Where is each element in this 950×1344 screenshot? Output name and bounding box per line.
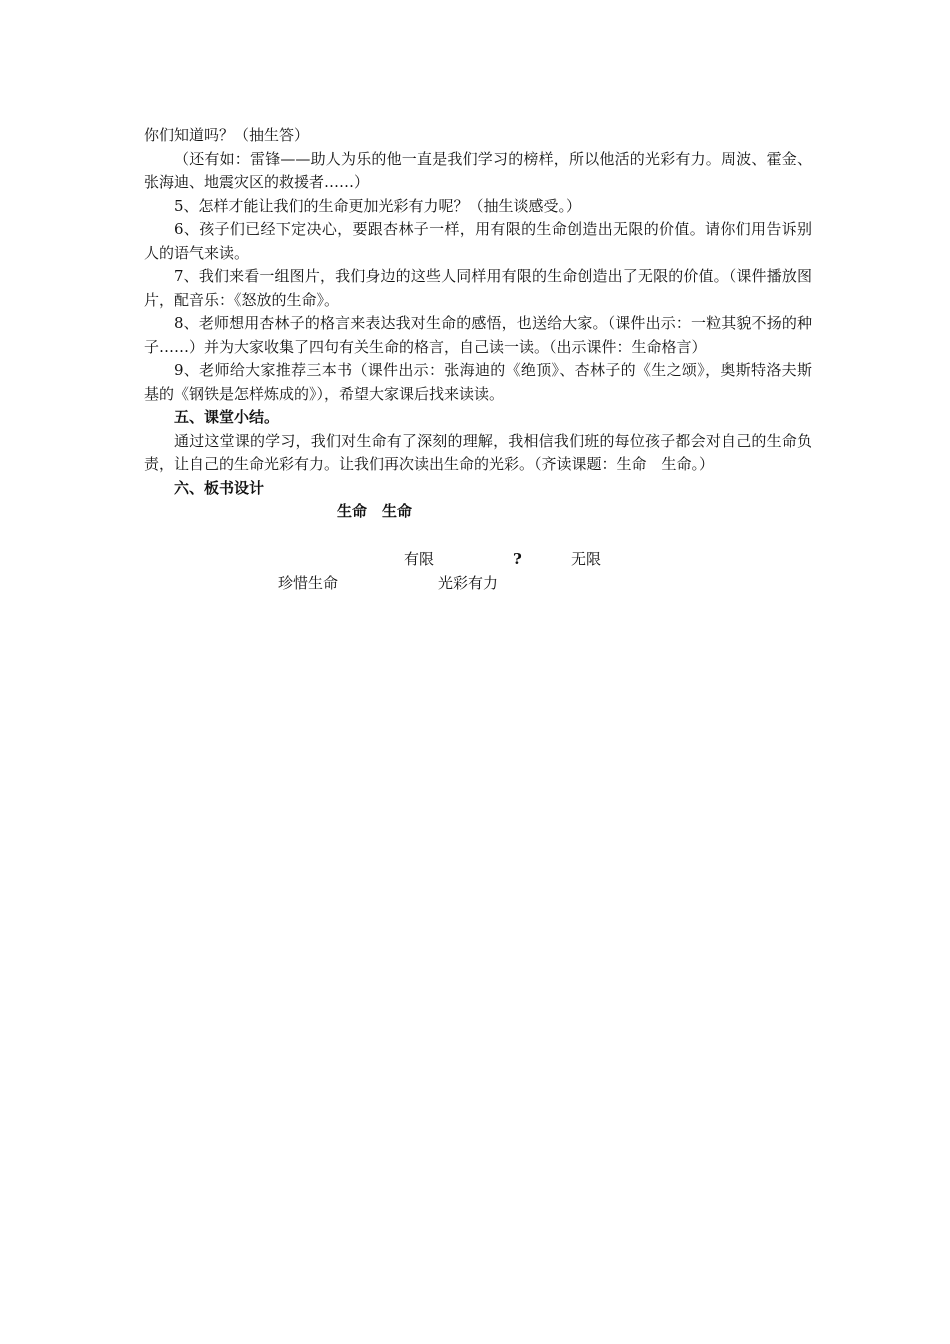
paragraph-summary: 通过这堂课的学习，我们对生命有了深刻的理解，我相信我们班的每位孩子都会对自己的生命负责，让自己的生命光彩有力。让我们再次读出生命的光彩。（齐读课题：生命 生命。） <box>144 431 812 473</box>
board-unlimited: 无限 <box>571 550 602 568</box>
document-page <box>144 124 812 610</box>
board-question-mark: ? <box>513 550 522 568</box>
board-title: 生命 生命 <box>337 502 413 520</box>
section-heading-summary: 五、课堂小结。 <box>174 408 280 426</box>
section-heading-board-design: 六、板书设计 <box>174 478 265 497</box>
board-design <box>144 500 812 610</box>
paragraph-step-7: 7、我们来看一组图片，我们身边的这些人同样用有限的生命创造出了无限的价值。（课件播放图片，配音乐：《怒放的生命》。 <box>144 267 812 309</box>
paragraph-step-9: 9、老师给大家推荐三本书（课件出示：张海迪的《绝顶》、杏林子的《生之颂》，奥斯特洛夫斯基的《钢铁是怎样炼成的》），希望大家课后找来读读。 <box>144 361 812 403</box>
paragraph-step-5: 5、怎样才能让我们的生命更加光彩有力呢？（抽生谈感受。） <box>174 196 582 215</box>
board-brilliant-powerful: 光彩有力 <box>438 574 499 592</box>
board-cherish-life: 珍惜生命 <box>278 574 339 592</box>
paragraph-question: 你们知道吗？（抽生答） <box>144 126 310 144</box>
paragraph-step-6: 6、孩子们已经下定决心，要跟杏林子一样，用有限的生命创造出无限的价值。请你们用告诉别人的语气来读。 <box>144 220 812 262</box>
paragraph-step-8: 8、老师想用杏林子的格言来表达我对生命的感悟，也送给大家。（课件出示：一粒其貌不扬的种子……）并为大家收集了四句有关生命的格言，自己读一读。（出示课件：生命格言） <box>144 314 812 356</box>
board-limited: 有限 <box>404 550 435 568</box>
paragraph-examples: （还有如：雷锋——助人为乐的他一直是我们学习的榜样，所以他活的光彩有力。周波、霍金、张海迪、地震灾区的救援者……） <box>144 149 812 191</box>
